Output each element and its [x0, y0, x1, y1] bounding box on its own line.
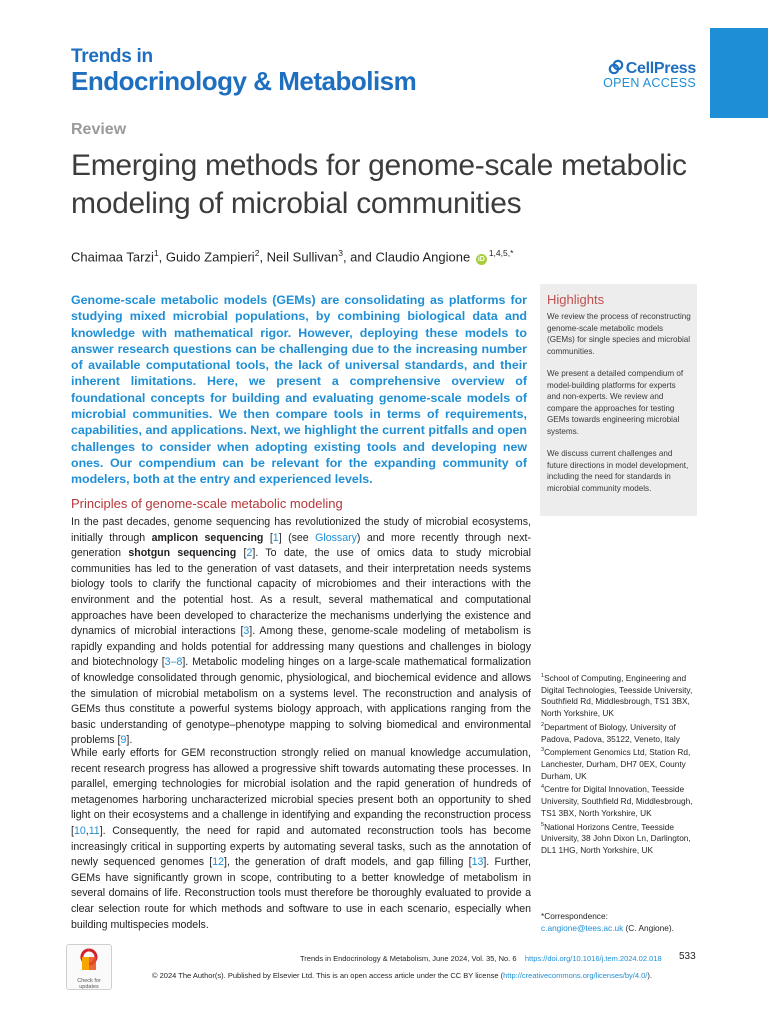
text-run: ]. Metabolic modeling hinges on a large-scale mathematical formalization of knowledge consolidated through genomic, physiological, and biochemical evidence and allows the simulation of microbial metabolism on a systems level. The reconstruction and analysis of GEMs thus constitute a powerful systems biology approach, with applications ranging from the basic understanding of genotype–phenotype mapping to solving biomedical and environmental problems [	[71, 656, 531, 747]
author-separator: , and	[342, 249, 376, 265]
footer-license-line	[152, 971, 652, 980]
orcid-icon[interactable]: iD	[477, 256, 485, 264]
license-link[interactable]: http://creativecommons.org/licenses/by/4.0/	[503, 971, 648, 980]
affiliation-number: 1	[541, 673, 545, 679]
affiliation-item	[541, 671, 701, 720]
article-title: Emerging methods for genome-scale metabolic modeling of microbial communities	[71, 149, 687, 220]
license-text: © 2024 The Author(s). Published by Elsevier Ltd. This is an open access article under the CC BY license (	[152, 971, 504, 980]
license-text-end: ).	[647, 971, 652, 980]
glossary-link[interactable]: Glossary	[315, 531, 357, 544]
correspondence-label: *Correspondence:	[541, 911, 608, 921]
glossary-term: shotgun sequencing	[128, 547, 237, 560]
check-updates-line1: Check for	[77, 978, 101, 984]
journal-title	[71, 46, 416, 97]
affiliation-text: National Horizons Centre, Teesside University, 38 John Dixon Ln, Darlington, DL1 1HG, North Yorkshire, UK	[541, 821, 691, 855]
highlight-item: We discuss current challenges and future directions in model development, including the need for standards in microbial community models.	[547, 449, 689, 493]
open-access-label: OPEN ACCESS	[603, 76, 696, 90]
text-run: ]. Among these, genome-scale modeling of metabolism is rapidly expanding and holds potential for addressing many questions and challenges in biology and biotechnology [	[71, 625, 531, 669]
check-for-updates-button[interactable]	[66, 944, 112, 990]
affiliation-text: Department of Biology, University of Padova, Padova, 35122, Veneto, Italy	[541, 721, 680, 744]
check-updates-icon	[80, 948, 98, 972]
cellpress-logo-icon	[608, 59, 624, 75]
affiliation-item	[541, 782, 701, 819]
author-name: Neil Sullivan	[266, 249, 339, 265]
text-run: ], the generation of draft models, and gap filling [	[224, 856, 472, 869]
author-list	[71, 248, 513, 265]
text-run: ]. Consequently, the need for rapid and automated reconstruction tools has become increasingly critical in supporting experts by automating several tasks, such as the annotation of newly sequenced genomes [	[71, 824, 531, 869]
affiliation-number: 3	[541, 747, 545, 754]
journal-title-line2: Endocrinology & Metabolism	[71, 66, 417, 96]
author-name: Chaimaa Tarzi	[71, 249, 154, 265]
page-number: 533	[679, 951, 696, 962]
highlight-item: We review the process of reconstructing genome-scale metabolic models (GEMs) for single species and microbial communities.	[547, 312, 691, 356]
author-separator: ,	[259, 249, 267, 265]
reference-link[interactable]: 2	[246, 547, 253, 560]
author-separator: ,	[158, 249, 166, 265]
publisher-logo	[586, 59, 696, 90]
reference-link[interactable]: 3	[243, 625, 250, 638]
text-run: ] (see	[278, 531, 316, 544]
reference-link[interactable]: 11	[88, 824, 100, 837]
text-run: [	[236, 547, 247, 560]
journal-title-line1: Trends in	[71, 46, 153, 67]
doi-link[interactable]: https://doi.org/10.1016/j.tem.2024.02.018	[524, 954, 662, 963]
affiliation-text: School of Computing, Engineering and Digital Technologies, Teesside University, Southfield Rd, Middlesbrough, TS1 3BX, North Yorkshire, UK	[541, 672, 693, 719]
highlights-box	[540, 284, 697, 516]
reference-link[interactable]: 3–8	[164, 656, 183, 669]
affiliation-text: Complement Genomics Ltd, Station Rd, Lanchester, Durham, DH7 0EX, County Durham, UK	[541, 747, 691, 781]
highlight-item: We present a detailed compendium of model-building platforms for experts and non-experts. We review and compare the approaches for testing GEMs towards engineering microbial systems.	[547, 369, 684, 436]
article-type: Review	[71, 121, 127, 138]
affiliation-item	[541, 820, 701, 857]
text-run: ) and more recently through next-generation	[71, 531, 532, 560]
affiliation-number: 5	[541, 821, 545, 828]
check-updates-label	[67, 978, 111, 990]
reference-link[interactable]: 12	[212, 856, 225, 869]
correspondence-email-link[interactable]: c.angione@tees.ac.uk	[541, 923, 624, 933]
reference-link[interactable]: 10	[73, 824, 86, 837]
affiliation-text: Centre for Digital Innovation, Teesside University, Southfield Rd, Middlesbrough, TS1 3BX, North Yorkshire, UK	[541, 784, 693, 818]
text-run: While early efforts for GEM reconstruction strongly relied on manual knowledge accumulation, recent research progress has allowed a progressive shift towards automating these processes. In parallel, emerging technologies for microbial isolation and the rapid generation of hundreds of metagenomes harboring uncharacterized microbial species present both an opportunity to shed light on their ecosystems and a challenge in identifying and expanding the reconstruction process [	[71, 747, 531, 837]
author-affiliation: 3	[338, 248, 343, 258]
affiliations	[541, 671, 701, 857]
correspondence-line	[541, 922, 701, 934]
highlights-title: Highlights	[547, 292, 605, 307]
text-run: [	[263, 531, 273, 544]
affiliation-number: 4	[541, 784, 545, 791]
text-run: ].	[126, 734, 133, 747]
reference-link[interactable]: 9	[120, 734, 127, 747]
affiliation-item	[541, 720, 701, 745]
affiliation-item	[541, 745, 701, 782]
header-color-tab	[710, 28, 768, 118]
author-affiliation: 2	[254, 248, 260, 258]
author-name: Guido Zampieri	[165, 249, 255, 265]
author-affiliation: 1	[153, 248, 159, 258]
citation-text: Trends in Endocrinology & Metabolism, June 2024, Vol. 35, No. 6	[300, 954, 517, 963]
reference-link[interactable]: 13	[471, 856, 484, 869]
correspondence-name: (C. Angione).	[623, 923, 674, 933]
author-affiliation: 1,4,5,*	[488, 248, 514, 258]
body-paragraph-1	[71, 515, 531, 749]
correspondence	[541, 910, 701, 934]
text-run: ]. Further, GEMs have significantly grown in scope, contributing to a better knowledge of metabolism in several domains of life. Reconstruction tools must therefore be thoroughly evaluated to provide a clear selection route for which methods and software to use in each scenario, especially when building multispecies models.	[71, 856, 532, 931]
glossary-term: amplicon sequencing	[151, 531, 264, 544]
body-paragraph-2	[71, 746, 531, 933]
publisher-name: CellPress	[625, 60, 696, 77]
text-run: ]. To date, the use of omics data to study microbial communities has led to the generation of vast datasets, and their interpretation needs systems biology tools to clarify the functional capacity of microbiomes and their interactions with the environment and the potential host. As a result, several mathematical and computational approaches have been developed to characterize the mechanisms underlying the existence and dynamics of microbial interactions [	[71, 547, 532, 638]
section-heading: Principles of genome-scale metabolic modeling	[71, 496, 343, 511]
abstract: Genome-scale metabolic models (GEMs) are consolidating as platforms for studying mixed microbial populations, by combining biological data and knowledge with mathematical rigor. However, deploying these models to answer research questions can be challenging due to the increasing number of available computational tools, the lack of universal standards, and their inherent limitations. Here, we present a comprehensive overview of foundational concepts for building and evaluating genome-scale models of microbial communities. We then compare tools in terms of requirements, capabilities, and applications. Next, we highlight the current pitfalls and open challenges to consider when adopting existing tools and developing new ones. Our compendium can be relevant for the expanding community of modelers, both at the entry and experienced levels.	[71, 293, 527, 487]
text-run: ,	[85, 824, 89, 837]
affiliation-number: 2	[541, 721, 545, 728]
text-run: In the past decades, genome sequencing has revolutionized the study of microbial ecosystems, initially through	[71, 516, 531, 544]
reference-link[interactable]: 1	[272, 531, 279, 544]
footer-citation-line	[300, 954, 662, 963]
check-updates-line2: updates	[79, 984, 99, 990]
author-name: Claudio Angione	[375, 249, 471, 265]
